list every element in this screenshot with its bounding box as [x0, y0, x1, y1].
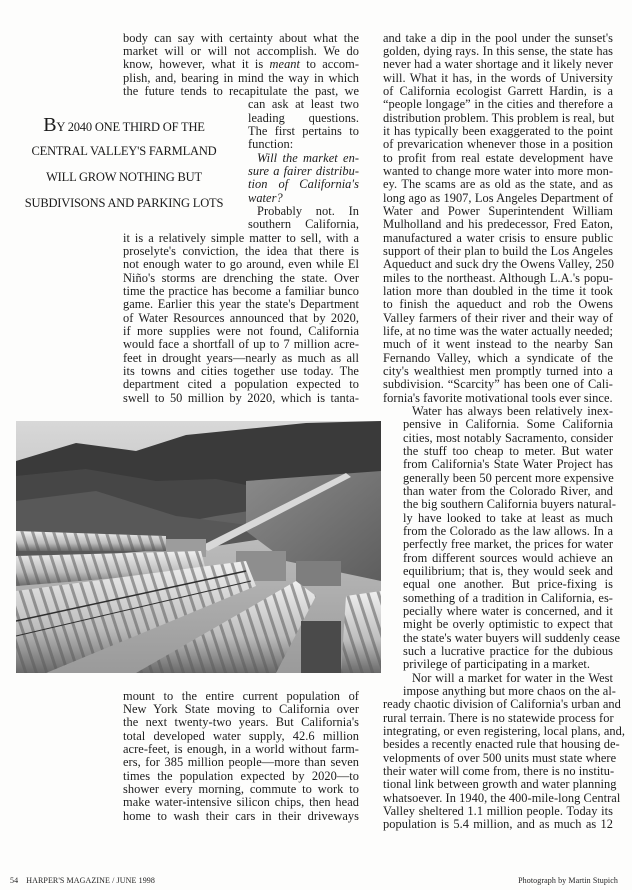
- body-line: golden, dying rays. In this sense, the state has: [383, 44, 613, 58]
- body-line: miles to the northeast. Although L.A.'s popu-: [383, 271, 613, 285]
- body-line: generally been 50 percent more expensive: [403, 471, 614, 485]
- body-line: ers, for 385 million people—more than seven: [123, 755, 359, 769]
- body-line: the future tends to recapitulate the past, we: [123, 84, 359, 98]
- body-line: not enough water to go around, even while El: [123, 257, 359, 271]
- pull-quote-line: SUBDIVISONS AND PARKING LOTS: [24, 196, 224, 210]
- body-line: department cited a population expected to: [123, 377, 359, 391]
- body-line: from the Colorado as the law allows. In a: [403, 524, 613, 538]
- body-line: city's wealthiest men promptly turned into a: [383, 364, 613, 378]
- question-line: sure a fairer distribu-: [248, 164, 359, 178]
- body-line: Niño's storms are drenching the state. Over: [123, 271, 359, 285]
- body-line: the next twenty-two years. But California's: [123, 715, 359, 729]
- body-line: integrating, or even registering, local plans, and,: [383, 724, 626, 738]
- body-line: Aqueduct and suck dry the Owens Valley, 250: [383, 257, 614, 271]
- body-line: total developed water supply, 42.6 million: [123, 729, 359, 743]
- body-line: long ago as 1907, Los Angeles Department of: [383, 191, 613, 205]
- body-line: privilege of participating in a market.: [403, 657, 591, 671]
- body-line: distribution problem. This problem is real, but: [383, 111, 615, 125]
- body-line: equal one another. But price-fixing is: [403, 577, 613, 591]
- body-line: and take a dip in the pool under the sunset's: [383, 31, 613, 45]
- body-line: if more supplies were not found, California: [123, 324, 359, 338]
- body-line: The first pertains to: [248, 124, 359, 138]
- body-line: perfectly free market, the prices for water: [403, 537, 613, 551]
- body-line: shower every morning, commute to work to: [123, 782, 359, 796]
- body-line: fornia's favorite motivational tools ever since.: [383, 391, 613, 405]
- body-line: would face a shortfall of up to 7 million acre-: [123, 337, 359, 351]
- body-line: wanted to change more water into more mon-: [383, 164, 613, 178]
- pull-quote-line: CENTRAL VALLEY'S FARMLAND: [31, 144, 217, 158]
- body-line: support of their plan to build the Los Angeles: [383, 244, 613, 258]
- body-line: time the practice has become a familiar bunco: [123, 284, 359, 298]
- body-line: to finish the aqueduct and rob the Owens: [383, 297, 613, 311]
- body-line: to profit from real estate development have: [383, 151, 613, 165]
- body-line: Probably not. In: [257, 204, 359, 218]
- body-line: times the population expected by 2020—to: [123, 769, 359, 783]
- body-line: Mulholland and his predecessor, Fred Eaton,: [383, 217, 613, 231]
- question-line: Will the market en-: [257, 151, 359, 165]
- body-line: New York State moving to California over: [123, 702, 359, 716]
- body-line: Water has always been relatively inex-: [412, 404, 613, 418]
- body-line: lation more than doubled in the time it took: [383, 284, 613, 298]
- body-line: game. Earlier this year the state's Department: [123, 297, 359, 311]
- body-line: “people longage” in the cities and therefore a: [383, 97, 613, 111]
- body-line: something of a tradition in California, es-: [403, 591, 613, 605]
- body-line: know, however, what it is meant to accom-: [123, 57, 359, 71]
- page-footer: [10, 876, 155, 885]
- body-line: proselyte's conviction, the idea that there is: [123, 244, 359, 258]
- body-line: the stuff too cheap to meter. But water: [403, 444, 613, 458]
- body-line: ey. The scams are as old as the state, and as: [383, 177, 613, 191]
- body-line: subdivision. “Scarcity” has been one of Cali-: [383, 377, 613, 391]
- body-line: Water and Power Superintendent William: [383, 204, 613, 218]
- question-line: tion of California's: [248, 177, 359, 191]
- body-line: it is a relatively simple matter to sell, with a: [123, 231, 359, 245]
- body-line: leading questions.: [248, 111, 359, 125]
- body-line: Valley farmers of their river and their way of: [383, 311, 613, 325]
- question-line: water?: [248, 191, 283, 205]
- body-line: might be overly optimistic to expect that: [403, 617, 613, 631]
- body-line: pecially where water is concerned, and it: [403, 604, 613, 618]
- body-line: southern California,: [248, 217, 359, 231]
- body-line: impose anything but more chaos on the al-: [403, 684, 616, 698]
- body-line: Fernando Valley, which a syndicate of the: [383, 351, 613, 365]
- body-line: tional link between growth and water planning: [383, 777, 617, 791]
- body-line: velopments of over 500 units must state where: [383, 751, 617, 765]
- body-line: acre-feet, is enough, in a world without farm-: [123, 742, 359, 756]
- body-line: will. What it has, in the words of University: [383, 71, 613, 85]
- body-line: rural terrain. There is no statewide process for: [383, 711, 614, 725]
- body-line: swell to 50 million by 2020, which is tanta-: [123, 391, 359, 405]
- publication-line: HARPER'S MAGAZINE / JUNE 1998: [26, 876, 155, 885]
- body-line: manufactured a water crisis to ensure public: [383, 231, 613, 245]
- body-line: plish, and, bearing in mind the way in which: [123, 71, 359, 85]
- body-line: function:: [248, 137, 294, 151]
- body-line: Valley sheltered 1.1 million people. Today its: [383, 804, 613, 818]
- body-line: much of it went instead to the nearby San: [383, 337, 613, 351]
- body-line: whatsoever. In 1940, the 400-mile-long Central: [383, 791, 621, 805]
- body-line: than water from the Colorado River, and: [403, 484, 613, 498]
- body-line: population is 5.4 million, and as much as 12: [383, 817, 613, 831]
- body-line: body can say with certainty about what the: [123, 31, 359, 45]
- body-line: their water will come from, there is no institu-: [383, 764, 615, 778]
- body-line: life, at no time was the water actually needed;: [383, 324, 613, 338]
- aqueduct-photo: [16, 421, 381, 673]
- body-line: cities, most notably Sacramento, consider: [403, 431, 613, 445]
- body-line: never had a water shortage and it likely never: [383, 57, 613, 71]
- body-line: from California's State Water Project has: [403, 457, 613, 471]
- body-line: it has typically been exaggerated to the point: [383, 124, 613, 138]
- body-line: equilibrium; that is, they would seek and: [403, 564, 613, 578]
- body-line: home to wash their cars in their driveways: [123, 809, 359, 823]
- photo-credit: Photograph by Martin Stupich: [518, 876, 618, 885]
- body-line: such a lucrative practice for the dubious: [403, 644, 613, 658]
- body-line: can ask at least two: [248, 97, 359, 111]
- body-line: the big southern California buyers natural-: [403, 497, 617, 511]
- pull-quote-line: BY 2040 ONE THIRD OF THE: [43, 114, 205, 136]
- italic-emphasis: meant: [269, 57, 301, 71]
- body-line: pensive in California. Some California: [403, 417, 613, 431]
- page-number: 54: [10, 876, 19, 885]
- pull-quote-line: WILL GROW NOTHING BUT: [46, 170, 202, 184]
- body-line: of prevarication whenever those in a position: [383, 137, 613, 151]
- body-line: make water-intensive silicon chips, then head: [123, 795, 359, 809]
- pull-quote: [14, 112, 234, 216]
- body-line: from different sources would achieve an: [403, 551, 613, 565]
- body-line: mount to the entire current population of: [123, 689, 359, 703]
- body-line: the state's water buyers will suddenly cease: [403, 631, 621, 645]
- body-line: feet in drought years—nearly as much as all: [123, 351, 359, 365]
- body-line: its towns and cities together use today. The: [123, 364, 359, 378]
- body-line: market will or will not accomplish. We do: [123, 44, 359, 58]
- body-line: of Water Resources announced that by 2020,: [123, 311, 359, 325]
- body-line: Nor will a market for water in the West: [412, 671, 613, 685]
- body-line: ready chaotic division of California's urban and: [383, 697, 621, 711]
- body-line: besides a recently enacted rule that housing de-: [383, 737, 620, 751]
- body-line: ly have looked to take at least as much: [403, 511, 613, 525]
- drop-cap: B: [43, 114, 57, 136]
- body-line: of California ecologist Garrett Hardin, is a: [383, 84, 613, 98]
